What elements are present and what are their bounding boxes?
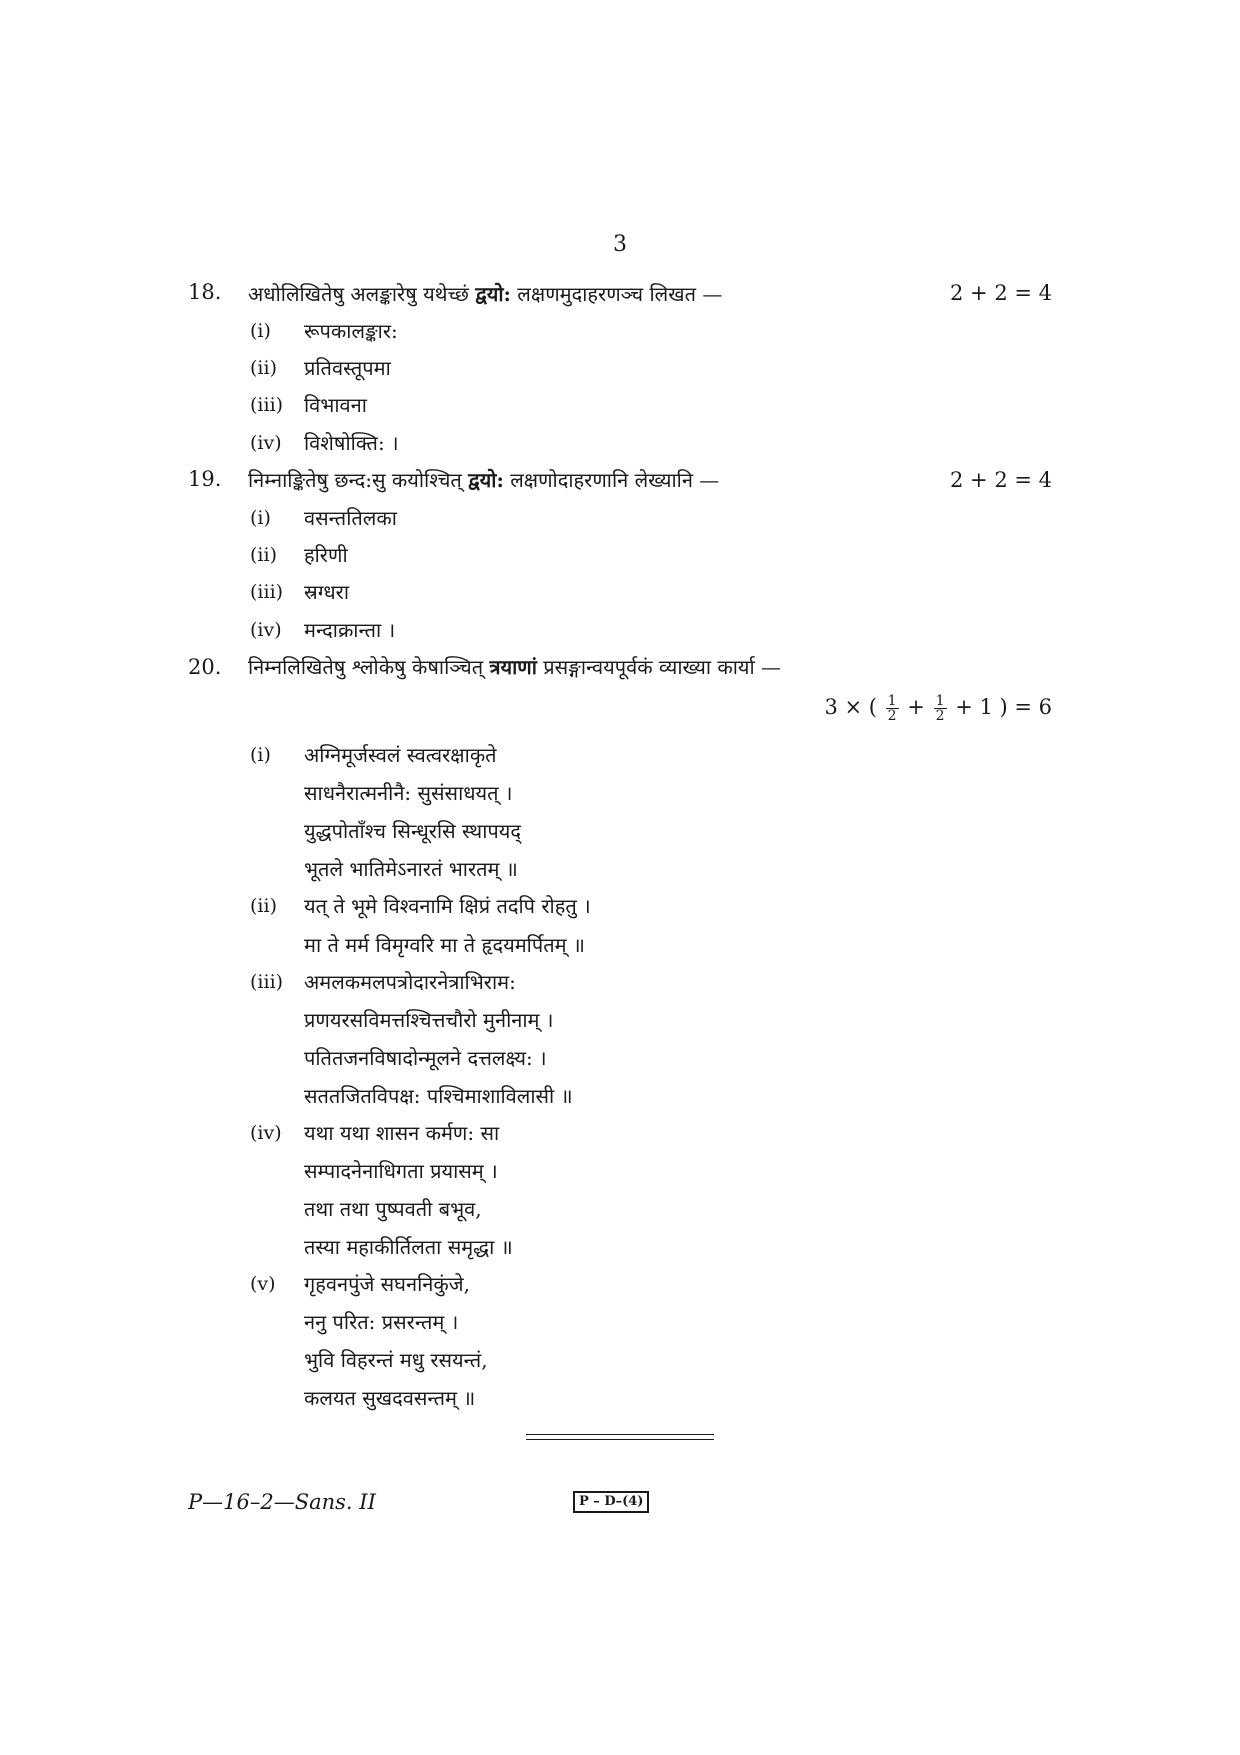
verse-line: अग्निमूर्जस्वलं स्वत्वरक्षाकृते	[304, 743, 497, 767]
question-marks: 2 + 2 = 4	[950, 468, 1052, 492]
page-number: 3	[613, 232, 627, 257]
marks-plus: +	[907, 695, 925, 719]
verse-line: पतितजनविषादोन्मूलने दत्तलक्ष्य: ।	[304, 1046, 547, 1070]
option-label: (iii)	[250, 581, 284, 603]
verse-line: ननु परित: प्रसरन्तम् ।	[304, 1310, 459, 1334]
verse-label: (ii)	[250, 895, 277, 917]
question-text-bold: त्रयाणां	[489, 655, 537, 679]
verse-line: सततजितविपक्ष: पश्चिमाशाविलासी ॥	[304, 1084, 573, 1108]
question-text-bold: द्वयो:	[475, 282, 511, 306]
verse-label: (iii)	[250, 971, 284, 993]
option-text: विशेषोक्ति: ।	[304, 431, 399, 455]
question-marks: 2 + 2 = 4	[950, 281, 1052, 305]
verse-line: तस्या महाकीर्तिलता समृद्धा ॥	[304, 1235, 513, 1259]
option-text: हरिणी	[304, 543, 348, 567]
option-text: मन्दाक्रान्ता ।	[304, 618, 396, 642]
option-text: रूपकालङ्कार:	[304, 319, 398, 343]
question-number: 20.	[188, 655, 222, 679]
verse-line: यथा यथा शासन कर्मण: सा	[304, 1121, 500, 1145]
question-text-after: लक्षणमुदाहरणञ्च लिखत —	[510, 282, 723, 306]
verse-line: कलयत सुखदवसन्तम् ॥	[304, 1386, 476, 1410]
option-label: (i)	[250, 507, 271, 529]
question-text-bold: द्वयो:	[468, 468, 504, 492]
fraction-half	[934, 694, 947, 723]
option-label: (iv)	[250, 619, 282, 641]
option-text: स्रग्धरा	[304, 580, 349, 604]
page-code-box: P – D–(4)	[573, 1491, 649, 1513]
verse-label: (v)	[250, 1273, 276, 1295]
verse-line: अमलकमलपत्रोदारनेत्राभिराम:	[304, 970, 516, 994]
fraction-numerator: 1	[935, 693, 945, 709]
question-text	[248, 280, 722, 307]
option-label: (i)	[250, 320, 271, 342]
verse-line: युद्धपोताँश्च सिन्धूरसि स्थापयद्	[304, 819, 521, 843]
question-text-before: निम्नलिखितेषु श्लोकेषु केषाञ्चित्	[248, 655, 490, 679]
question-text	[248, 653, 781, 680]
verse-line: गृहवनपुंजे सघननिकुंजे,	[304, 1272, 470, 1296]
paper-code: P—16–2—Sans. II	[188, 1490, 376, 1514]
option-label: (iii)	[250, 394, 284, 416]
option-label: (iv)	[250, 432, 282, 454]
fraction-numerator: 1	[887, 693, 897, 709]
question-text	[248, 466, 719, 493]
verse-line: साधनैरात्मनीनै: सुसंसाधयत् ।	[304, 781, 513, 805]
option-text: वसन्ततिलका	[304, 506, 397, 530]
question-text-after: लक्षणोदाहरणानि लेख्यानि —	[503, 468, 720, 492]
verse-label: (iv)	[250, 1122, 282, 1144]
fraction-denominator: 2	[935, 708, 945, 724]
question-marks-formula	[824, 694, 1052, 723]
end-double-rule	[526, 1434, 714, 1440]
option-label: (ii)	[250, 357, 277, 379]
verse-line: भुवि विहरन्तं मधु रसयन्तं,	[304, 1348, 488, 1372]
verse-line: तथा तथा पुष्पवती बभूव,	[304, 1197, 482, 1221]
option-label: (ii)	[250, 544, 277, 566]
verse-line: भूतले भातिमेऽनारतं भारतम् ॥	[304, 857, 518, 881]
fraction-denominator: 2	[887, 708, 897, 724]
verse-line: प्रणयरसविमत्तश्चित्तचौरो मुनीनाम् ।	[304, 1008, 554, 1032]
verse-line: मा ते मर्म विमृग्वरि मा ते हृदयमर्पितम् ॥	[304, 933, 585, 957]
question-number: 18.	[188, 280, 222, 304]
option-text: विभावना	[304, 393, 367, 417]
question-text-before: निम्नाङ्कितेषु छन्द:सु कयोश्चित्	[248, 468, 469, 492]
fraction-half	[886, 694, 899, 723]
question-text-after: प्रसङ्गान्वयपूर्वकं व्याख्या कार्या —	[536, 655, 782, 679]
marks-prefix: 3 × (	[824, 695, 877, 719]
question-text-before: अधोलिखितेषु अलङ्कारेषु यथेच्छं	[248, 282, 476, 306]
option-text: प्रतिवस्तूपमा	[304, 356, 391, 380]
question-number: 19.	[188, 467, 222, 491]
verse-line: सम्पादनेनाधिगता प्रयासम् ।	[304, 1159, 498, 1183]
verse-line: यत् ते भूमे विश्वनामि क्षिप्रं तदपि रोहतु ।	[304, 894, 591, 918]
verse-label: (i)	[250, 744, 271, 766]
marks-suffix: + 1 ) = 6	[955, 695, 1052, 719]
